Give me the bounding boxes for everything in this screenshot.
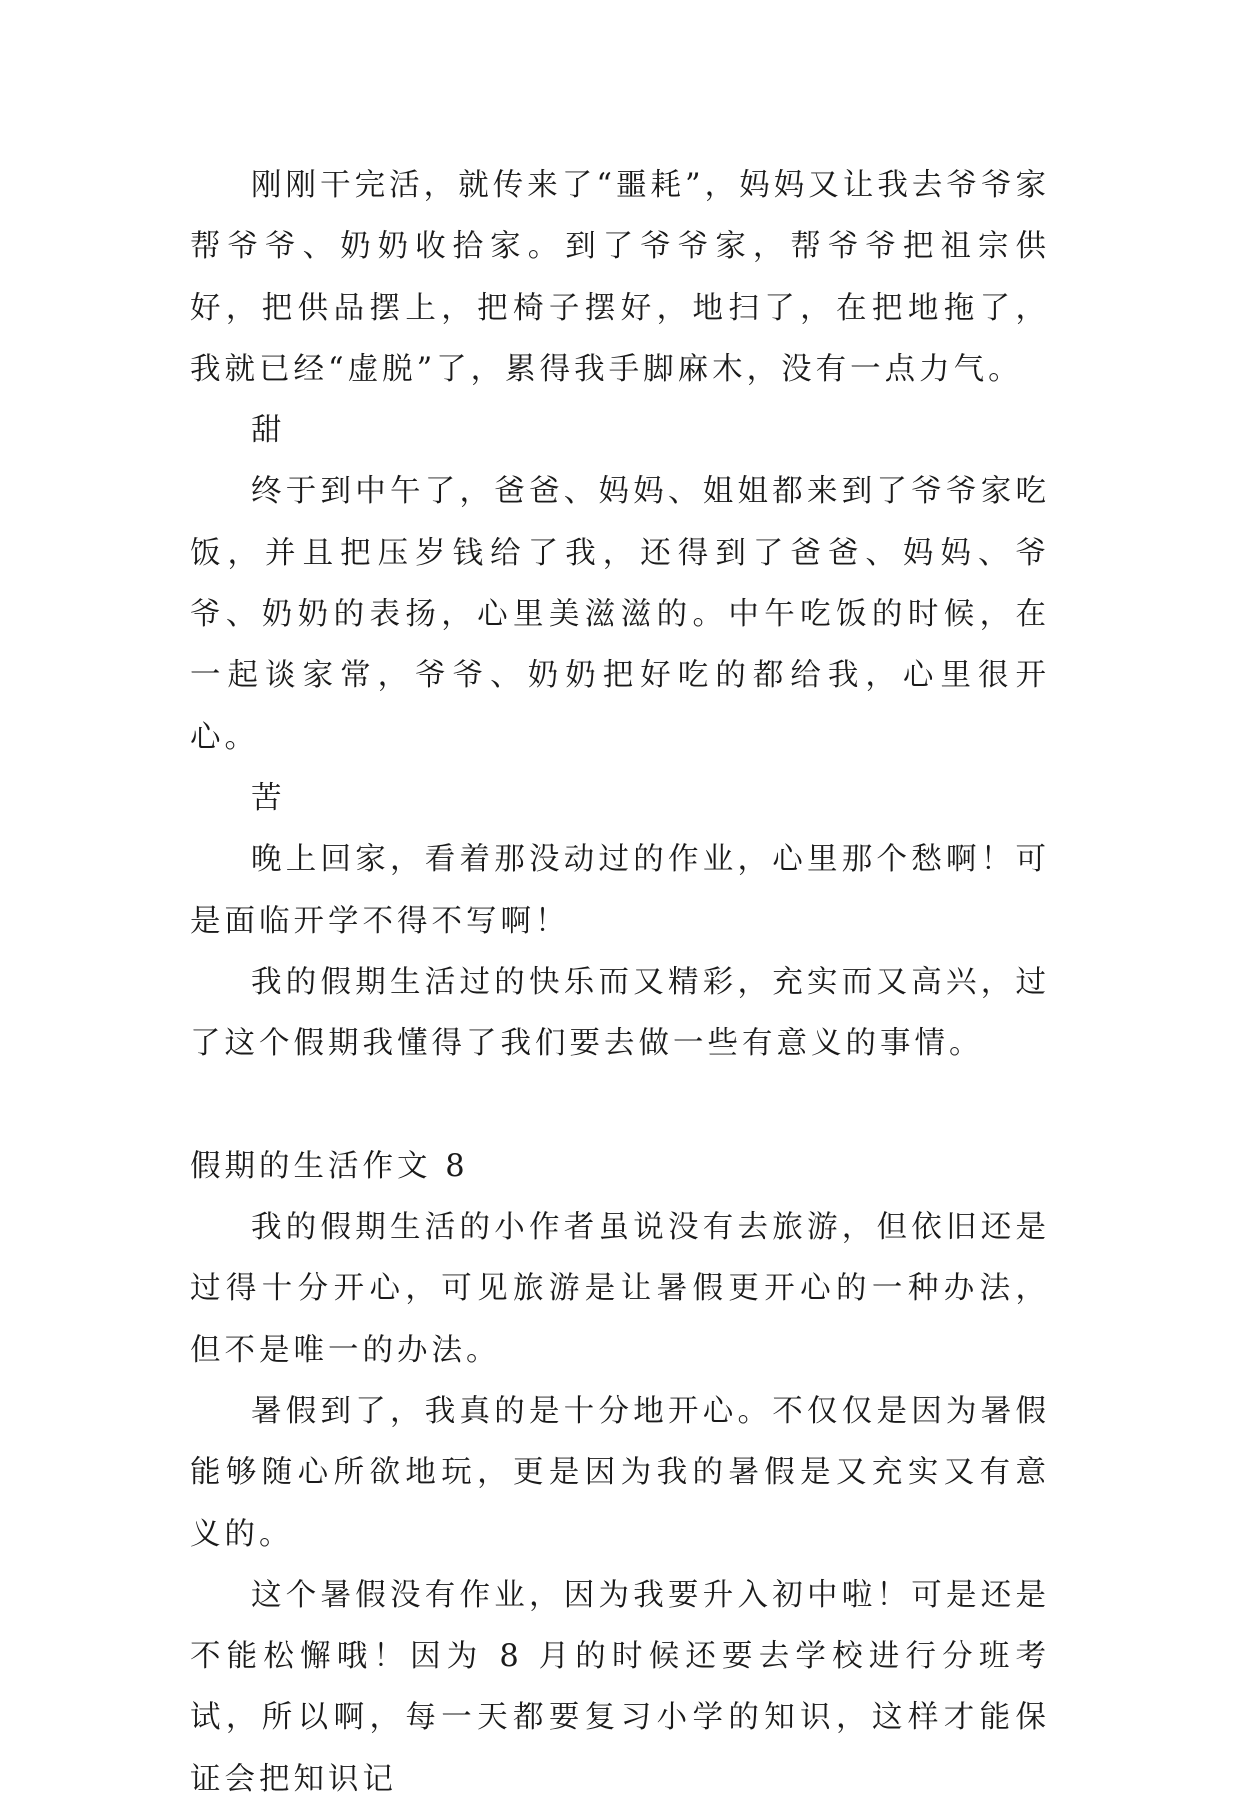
subheading-bitter: 苦 bbox=[251, 780, 286, 816]
paragraph-chores: 刚刚干完活，就传来了“噩耗”，妈妈又让我去爷爷家帮爷爷、奶奶收拾家。到了爷爷家，帮爷爷把祖宗供好，把供品摆上，把椅子摆好，地扫了，在把地拖了，我就已经“虚脱”了，累得我手脚麻木，没有一点力气。 bbox=[190, 168, 1050, 387]
paragraph-conclusion: 我的假期生活过的快乐而又精彩，充实而又高兴，过了这个假期我懂得了我们要去做一些有意义的事情。 bbox=[190, 964, 1050, 1062]
document-body bbox=[190, 155, 1050, 1810]
paragraph-lunch: 终于到中午了，爸爸、妈妈、姐姐都来到了爷爷家吃饭，并且把压岁钱给了我，还得到了爸爸、妈妈、爷爷、奶奶的表扬，心里美滋滋的。中午吃饭的时候，在一起谈家常，爷爷、奶奶把好吃的都给我，心里很开心。 bbox=[190, 474, 1050, 755]
paragraph-no-homework: 这个暑假没有作业，因为我要升入初中啦！可是还是不能松懈哦！因为 8 月的时候还要去学校进行分班考试，所以啊，每一天都要复习小学的知识，这样才能保证会把知识记 bbox=[190, 1577, 1050, 1797]
paragraph-intro: 我的假期生活的小作者虽说没有去旅游，但依旧还是过得十分开心，可见旅游是让暑假更开心的一种办法，但不是唯一的办法。 bbox=[190, 1210, 1050, 1368]
section-title: 假期的生活作文 8 bbox=[190, 1148, 469, 1184]
section-gap bbox=[190, 1074, 1050, 1135]
paragraph-homework: 晚上回家，看着那没动过的作业，心里那个愁啊！可是面临开学不得不写啊！ bbox=[190, 842, 1050, 939]
paragraph-summer: 暑假到了，我真的是十分地开心。不仅仅是因为暑假能够随心所欲地玩，更是因为我的暑假是又充实又有意义的。 bbox=[190, 1393, 1050, 1552]
subheading-sweet: 甜 bbox=[251, 413, 286, 449]
